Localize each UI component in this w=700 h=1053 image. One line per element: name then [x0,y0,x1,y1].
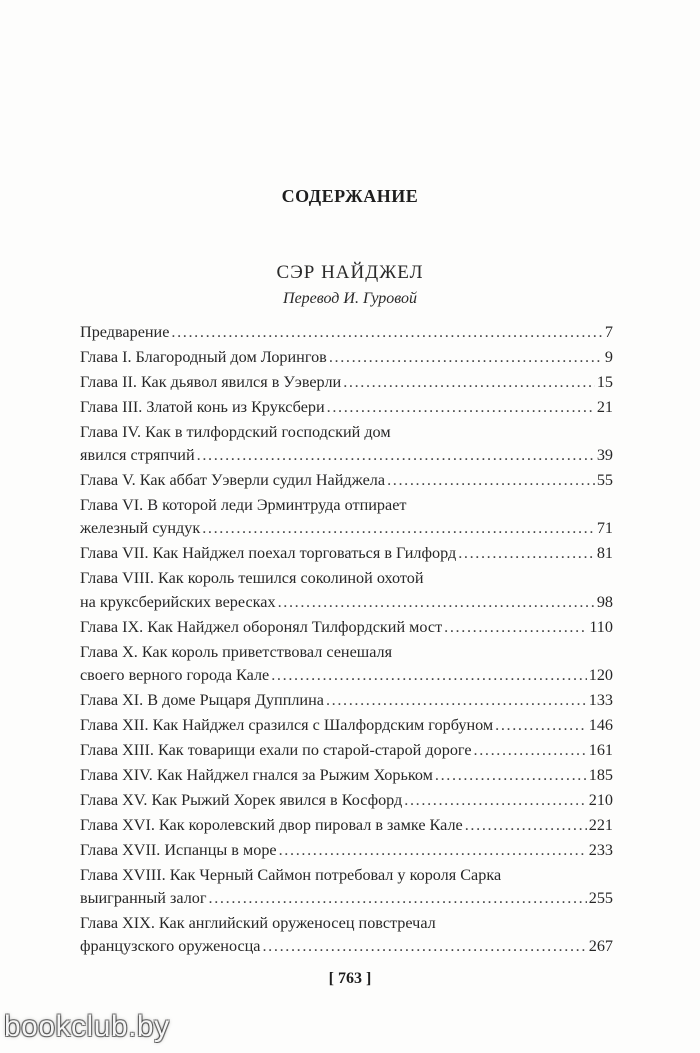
toc-entry-page: 71 [596,519,613,538]
toc-entry-row [80,469,613,492]
dot-leader [171,321,603,344]
toc-entry [80,469,613,492]
toc-entry-title-line: Глава XVII. Испанцы в море [80,840,277,859]
toc-entry-row [80,887,613,910]
toc-entry [80,542,613,565]
toc-entry-row [80,739,613,762]
toc-entry-page: 9 [604,348,613,366]
toc-entry-row [80,444,613,467]
toc-entry [80,616,613,639]
toc-entry [80,912,613,958]
toc-entry-row [80,346,613,369]
toc-entry [80,346,613,369]
toc-entry [80,421,613,467]
toc-entry-page: 133 [588,690,613,709]
dot-leader [343,371,595,394]
dot-leader [209,887,587,910]
toc-entry-row [80,321,613,344]
toc-entry-title-line: Глава IV. Как в тилфордский господский дом [80,423,391,441]
toc-entry-title-line: Предварение [80,323,170,341]
dot-leader [444,616,587,639]
toc-entry-row [80,935,613,958]
toc-entry-row [80,814,613,837]
toc-entry-title-line: французского оруженосца [80,937,261,956]
toc-entry-title-line: Глава III. Златой конь из Круксбери [80,398,325,416]
toc-entry-page: 81 [596,544,613,563]
toc-entry-page: 210 [588,790,613,809]
toc-entry-title-line: Глава VI. В которой леди Эрминтруда отпирает [80,496,407,515]
toc-entry-title-line: явился стряпчий [80,446,195,465]
toc-entry-title-line: железный сундук [80,519,201,538]
toc-entry-row [80,517,613,540]
contents-heading: СОДЕРЖАНИЕ [281,186,419,206]
part-title: СЭР НАЙДЖЕЛ [276,262,424,283]
toc-entry-row [80,396,613,419]
dot-leader [404,789,586,812]
toc-entry [80,641,613,687]
toc-entry-title-line: Глава I. Благородный дом Лорингов [80,348,327,366]
toc-entry-page: 255 [588,889,613,908]
toc-entry-title-line: Глава IX. Как Найджел оборонял Тилфордский мост [80,617,443,636]
toc-entry-row [80,789,613,812]
translator-credit: Перевод И. Гуровой [283,290,417,307]
toc-entry [80,814,613,837]
dot-leader [326,689,587,712]
dot-leader [271,664,586,687]
toc-entry [80,739,613,762]
dot-leader [202,517,595,540]
toc-entry-page: 146 [588,715,613,734]
toc-entry-title-line: на круксберийских вересках [80,592,276,611]
toc-entry-title-line: Глава V. Как аббат Уэверли судил Найджела [80,471,386,490]
toc-entry [80,864,613,910]
toc-entry-row [80,764,613,787]
dot-leader [474,739,587,762]
toc-entry [80,839,613,862]
dot-leader [329,346,603,369]
toc-entry [80,567,613,613]
toc-entry-page: 161 [588,740,613,759]
toc-entry-title-line: Глава XI. В доме Рыцаря Дупплина [80,690,324,709]
toc-entry-title-line: Глава XIII. Как товарищи ехали по старой-старой дороге [80,740,472,759]
dot-leader [278,591,595,614]
toc-entry-page: 98 [596,592,613,611]
toc-entry-title-line: Глава XVIII. Как Черный Саймон потребовал у короля Сарка [80,865,502,884]
dot-leader [435,764,587,787]
toc-entry-page: 7 [604,323,613,341]
toc-entry-row [80,371,613,394]
toc-entry-page: 55 [596,471,613,490]
toc-entry-page: 221 [588,815,613,834]
toc-entry-page: 110 [589,617,613,636]
toc-entry-title-line: Глава XV. Как Рыжий Хорек явился в Косфорд [80,790,403,809]
toc-entry-title-line: Глава II. Как дьявол явился в Уэверли [80,373,342,391]
toc-entry-title-line: Глава XIV. Как Найджел гнался за Рыжим Хорьком [80,765,433,784]
toc-entry-title-line: Глава VII. Как Найджел поехал торговаться в Гилфорд [80,544,457,563]
toc-entry-title-line: Глава X. Как король приветствовал сенешаля [80,642,393,661]
dot-leader [279,839,587,862]
toc-entry-page: 15 [596,373,613,391]
toc-entry-page: 267 [588,937,613,956]
toc-entry-title-line: Глава XII. Как Найджел сразился с Шалфордским горбуном [80,715,494,734]
toc-entry [80,714,613,737]
table-of-contents [80,321,613,960]
dot-leader [262,935,586,958]
toc-entry-row [80,591,613,614]
toc-entry [80,789,613,812]
toc-entry-row [80,616,613,639]
toc-entry [80,396,613,419]
toc-entry [80,494,613,540]
toc-entry-page: 185 [588,765,613,784]
dot-leader [465,814,587,837]
toc-entry-page: 233 [588,840,613,859]
toc-entry-page: 39 [596,446,613,465]
toc-entry [80,689,613,712]
toc-entry [80,371,613,394]
toc-entry-row [80,664,613,687]
dot-leader [387,469,595,492]
toc-entry [80,321,613,344]
toc-entry-title-line: Глава VIII. Как король тешился соколиной охотой [80,569,424,588]
page-number: [ 763 ] [328,970,372,987]
dot-leader [495,714,587,737]
toc-entry [80,764,613,787]
toc-entry-title-line: выигранный залог [80,889,207,908]
toc-entry-title-line: Глава XVI. Как королевский двор пировал в замке Кале [80,815,463,834]
dot-leader [327,396,595,419]
toc-entry-title-line: своего верного города Кале [80,665,270,684]
toc-entry-title-line: Глава XIX. Как английский оруженосец повстречал [80,914,436,933]
toc-entry-page: 21 [596,398,613,416]
dot-leader [458,542,595,565]
toc-entry-row [80,542,613,565]
dot-leader [197,444,595,467]
toc-entry-row [80,714,613,737]
watermark-logo: bookclub.by [4,1010,170,1043]
toc-entry-row [80,839,613,862]
toc-entry-page: 120 [588,665,613,684]
toc-entry-row [80,689,613,712]
